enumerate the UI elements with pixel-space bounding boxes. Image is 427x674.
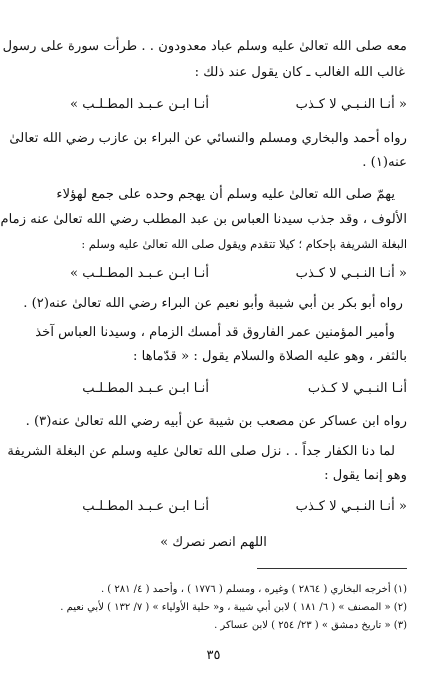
page-number: ٣٥ bbox=[206, 648, 221, 663]
text-line: معه صلى الله تعالىٰ عليه وسلم عباد معدودون . . طرأت سورة على رسول bbox=[2, 39, 407, 54]
verse-part: أنـا النـبـي لا كـذب bbox=[307, 381, 407, 396]
verse-part: أنـا ابـن عـبـد المطـلـب » bbox=[70, 266, 209, 281]
footnote-divider bbox=[257, 568, 407, 569]
text-line: البغلة الشريفة بإحكام ؛ كيلا تتقدم ويقول صلى الله تعالىٰ عليه وسلم : bbox=[81, 237, 407, 251]
verse-part: أنـا ابـن عـبـد المطـلـب » bbox=[70, 97, 209, 112]
text-line: وأمير المؤمنين عمر الفاروق قد أمسك الزمام ، وسيدنا العباس آخذ bbox=[35, 325, 395, 340]
text-line: غالب الله الغالب ـ كان يقول عند ذلك : bbox=[194, 65, 405, 80]
text-line: لما دنا الكفار جداً . . نزل صلى الله تعالىٰ عليه وسلم عن البغلة الشريفة bbox=[7, 444, 395, 459]
footnote: (٣) « تاريخ دمشق » ( ٢٣/ ٢٥٤ ) لابن عساكر . bbox=[214, 620, 407, 631]
verse-part: أنـا ابـن عـبـد المطـلـب bbox=[82, 499, 209, 514]
verse-part: « أنـا النـبـي لا كـذب bbox=[295, 266, 407, 281]
footnote: (١) أخرجه البخاري ( ٢٨٦٤ ) وغيره ، ومسلم ( ١٧٧٦ ) ، وأحمد ( ٤/ ٢٨١ ) . bbox=[100, 584, 407, 595]
verse-part: أنـا ابـن عـبـد المطـلـب bbox=[82, 381, 209, 396]
verse-part: « أنـا النـبـي لا كـذب bbox=[295, 499, 407, 514]
text-line: اللهم انصر نصرك » bbox=[160, 535, 267, 550]
text-line: رواه أحمد والبخاري ومسلم والنسائي عن البراء بن عازب رضي الله تعالىٰ bbox=[9, 131, 407, 146]
text-line: رواه أبو بكر بن أبي شيبة وأبو نعيم عن البراء رضي الله تعالىٰ عنه(٢) . bbox=[23, 296, 403, 311]
text-line: عنه(١) . bbox=[362, 155, 407, 170]
text-line: الألوف ، وقد جذب سيدنا العباس بن عبد المطلب رضي الله تعالىٰ عنه زمام bbox=[0, 212, 407, 227]
footnote: (٢) « المصنف » ( ٦/ ١٨١ ) لابن أبي شيبة ، و« حلية الأولياء » ( ٧/ ١٣٢ ) لأبي نعيم . bbox=[60, 602, 407, 613]
text-line: وهو إنما يقول : bbox=[324, 468, 407, 483]
text-line: يهمّ صلى الله تعالىٰ عليه وسلم أن يهجم وحده على جمع لهؤلاء bbox=[56, 187, 395, 202]
text-line: بالثفر ، وهو عليه الصلاة والسلام يقول : « قدّماها : bbox=[133, 349, 407, 364]
verse-part: « أنـا النـبـي لا كـذب bbox=[295, 97, 407, 112]
text-line: رواه ابن عساكر عن مصعب بن شيبة عن أبيه رضي الله تعالىٰ عنه(٣) . bbox=[25, 414, 407, 429]
